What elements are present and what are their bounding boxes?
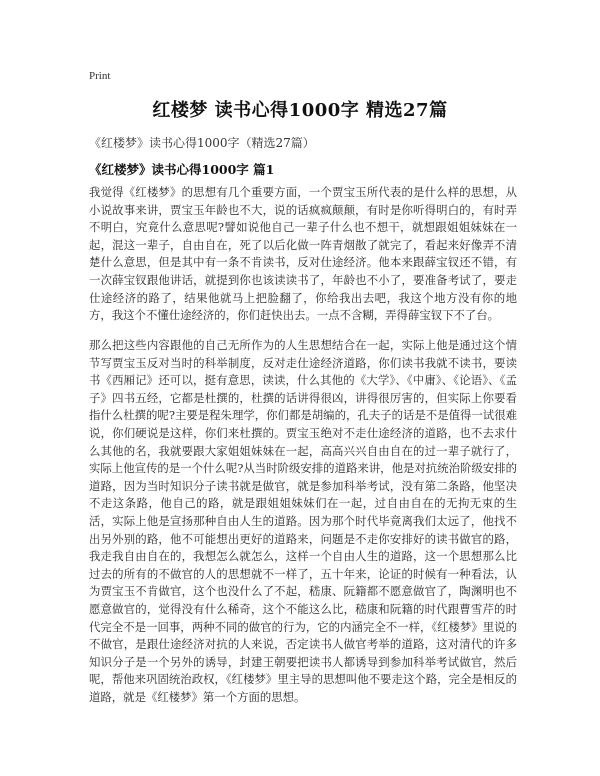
body-paragraph-2: 那么把这些内容跟他的自己无所作为的人生思想结合在一起，实际上他是通过这个情节写贾宝玉反对当时的科举制度，反对走仕途经济道路，你们读书我就不读书，要读书《西厢记》还可以，挺有意思，读读，什么其他的《大学》、《中庸》、《论语》、《孟子》四书五经，它都是杜撰的，杜撰的话讲得很凶，讲得很厉害的，但实际上你要看指什么杜撰的呢?主要是程朱理学，你们都是胡编的，孔夫子的话是不是值得一试很难说，你们硬说是这样，你们来杜撰的。贾宝玉绝对不走仕途经济的道路，也不去求什么其他的名，我就要跟大家姐姐妹妹在一起，高高兴兴自由自在的过一辈子就行了，实际上他宣传的是一个什么呢?从当时阶级安排的道路来讲，他是对抗统治阶级安排的道路，因为当时知识分子读书就是做官，就是参加科举考试，没有第二条路，他坚决不走这条路，他自己的路，就是跟姐姐妹妹们在一起，过自由自在的无拘无束的生活，实际上他是宣扬那种自由人生的道路。因为那个时代毕竟离我们太远了，他找不出另外别的路，他不可能想出更好的道路来，问题是不走你安排好的读书做官的路，我走我自由自在的，我想怎么就怎么，这样一个自由人生的道路，这一个思想那么比过去的所有的不做官的人的思想就不一样了，五十年来，论证的时候有一种看法，认为贾宝玉不肯做官，这个也没什么了不起，嵇康、阮籍都不愿意做官了，陶渊明也不愿意做官的，觉得没有什么稀奇，这个不能这么比，嵇康和阮籍的时代跟曹雪芹的时代完全不是一回事，两种不同的做官的行为，它的内涵完全不一样，《红楼梦》里说的不做官，是跟仕途经济对抗的人来说，否定读书人做官考举的道路，这对清代的许多知识分子是一个另外的诱导，封建王朝要把读书人都诱导到参加科举考试做官，然后呢，帮他来巩固统治政权，《红楼梦》里主导的思想叫他不要走这个路，完全是相反的道路，就是《红楼梦》第一个方面的思想。 xyxy=(89,338,517,704)
body-paragraph-1: 我觉得《红楼梦》的思想有几个重要方面，一个贾宝玉所代表的是什么样的思想，从小说故事来讲，贾宝玉年龄也不大，说的话疯疯颠颠，有时是你听得明白的，有时弄不明白，究竟什么意思呢?譬如说他自己一辈子什么也不想干，就想跟姐姐妹妹在一起，混这一辈子，自由自在，死了以后化做一阵青烟散了就完了，看起来好像弄不清楚什么意思，但是其中有一条不肯读书，反对仕途经济。他本来跟薛宝钗还不错，有一次薛宝钗跟他讲话，就提到你也该读读书了，年龄也不小了，要准备考试了，要走仕途经济的路了，结果他就马上把脸翻了，你给我出去吧，我这个地方没有你的地方，我这个不懂仕途经济的，你们赶快出去。一点不含糊，弄得薛宝钗下不了台。 xyxy=(89,185,517,323)
document-subtitle: 《红楼梦》读书心得1000字（精选27篇） xyxy=(89,136,315,150)
page-title: 红楼梦 读书心得1000字 精选27篇 xyxy=(152,100,448,121)
print-label: Print xyxy=(89,70,111,82)
section-heading: 《红楼梦》读书心得1000字 篇1 xyxy=(89,162,275,177)
